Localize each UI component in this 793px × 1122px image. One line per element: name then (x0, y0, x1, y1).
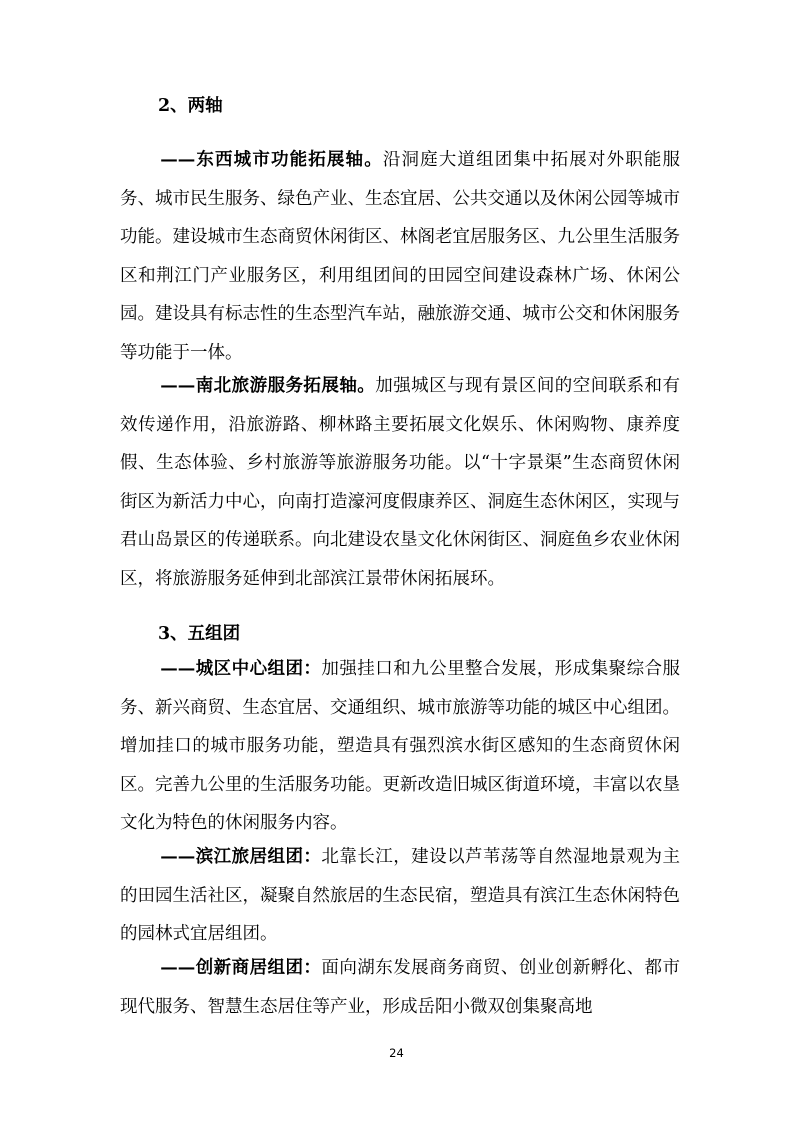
paragraph-innovation-group (120, 949, 680, 1026)
paragraph-body: 加强城区与现有景区间的空间联系和有效传递作用，沿旅游路、柳林路主要拓展文化娱乐、休闲购物、康养度假、生态体验、乡村旅游等旅游服务功能。以“十字景渠”生态商贸休闲街区为新活力中心，向南打造濠河度假康养区、洞庭生态休闲区，实现与君山岛景区的传递联系。向北建设农垦文化休闲街区、洞庭鱼乡农业休闲区，将旅游服务延伸到北部滨江景带休闲拓展环。 (120, 376, 681, 589)
paragraph-body: 沿洞庭大道组团集中拓展对外职能服务、城市民生服务、绿色产业、生态宜居、公共交通以及休闲公园等城市功能。建设城市生态商贸休闲街区、林阁老宜居服务区、九公里生活服务区和荆江门产业服务区，利用组团间的田园空间建设森林广场、休闲公园。建设具有标志性的生态型汽车站，融旅游交通、城市公交和休闲服务等功能于一体。 (120, 150, 681, 363)
section-heading-five-groups: 3、五组团 (158, 624, 241, 644)
paragraph-lead: ——东西城市功能拓展轴。 (160, 150, 383, 170)
paragraph-city-center-group (120, 650, 680, 843)
paragraph-body: 北靠长江，建设以芦苇荡等自然湿地景观为主的田园生活社区，凝聚自然旅居的生态民宿，塑造具有滨江生态休闲特色的园林式宜居组团。 (120, 847, 681, 944)
paragraph-east-west-axis (120, 141, 680, 372)
paragraph-body: 加强挂口和九公里整合发展，形成集聚综合服务、新兴商贸、生态宜居、交通组织、城市旅游等功能的城区中心组团。增加挂口的城市服务功能，塑造具有强烈滨水街区感知的生态商贸休闲区。完善九公里的生活服务功能。更新改造旧城区街道环境，丰富以农垦文化为特色的休闲服务内容。 (120, 659, 681, 833)
page-number: 24 (389, 1046, 404, 1060)
paragraph-north-south-axis (120, 367, 680, 598)
section-heading-two-axes: 2、两轴 (158, 96, 223, 116)
paragraph-lead: ——南北旅游服务拓展轴。 (160, 376, 376, 396)
paragraph-lead: ——城区中心组团： (160, 659, 322, 679)
paragraph-body: 面向湖东发展商务商贸、创业创新孵化、都市现代服务、智慧生态居住等产业，形成岳阳小微双创集聚高地 (120, 958, 681, 1017)
paragraph-lead: ——滨江旅居组团： (160, 847, 322, 867)
paragraph-riverside-group (120, 838, 680, 954)
paragraph-lead: ——创新商居组团： (160, 958, 322, 978)
